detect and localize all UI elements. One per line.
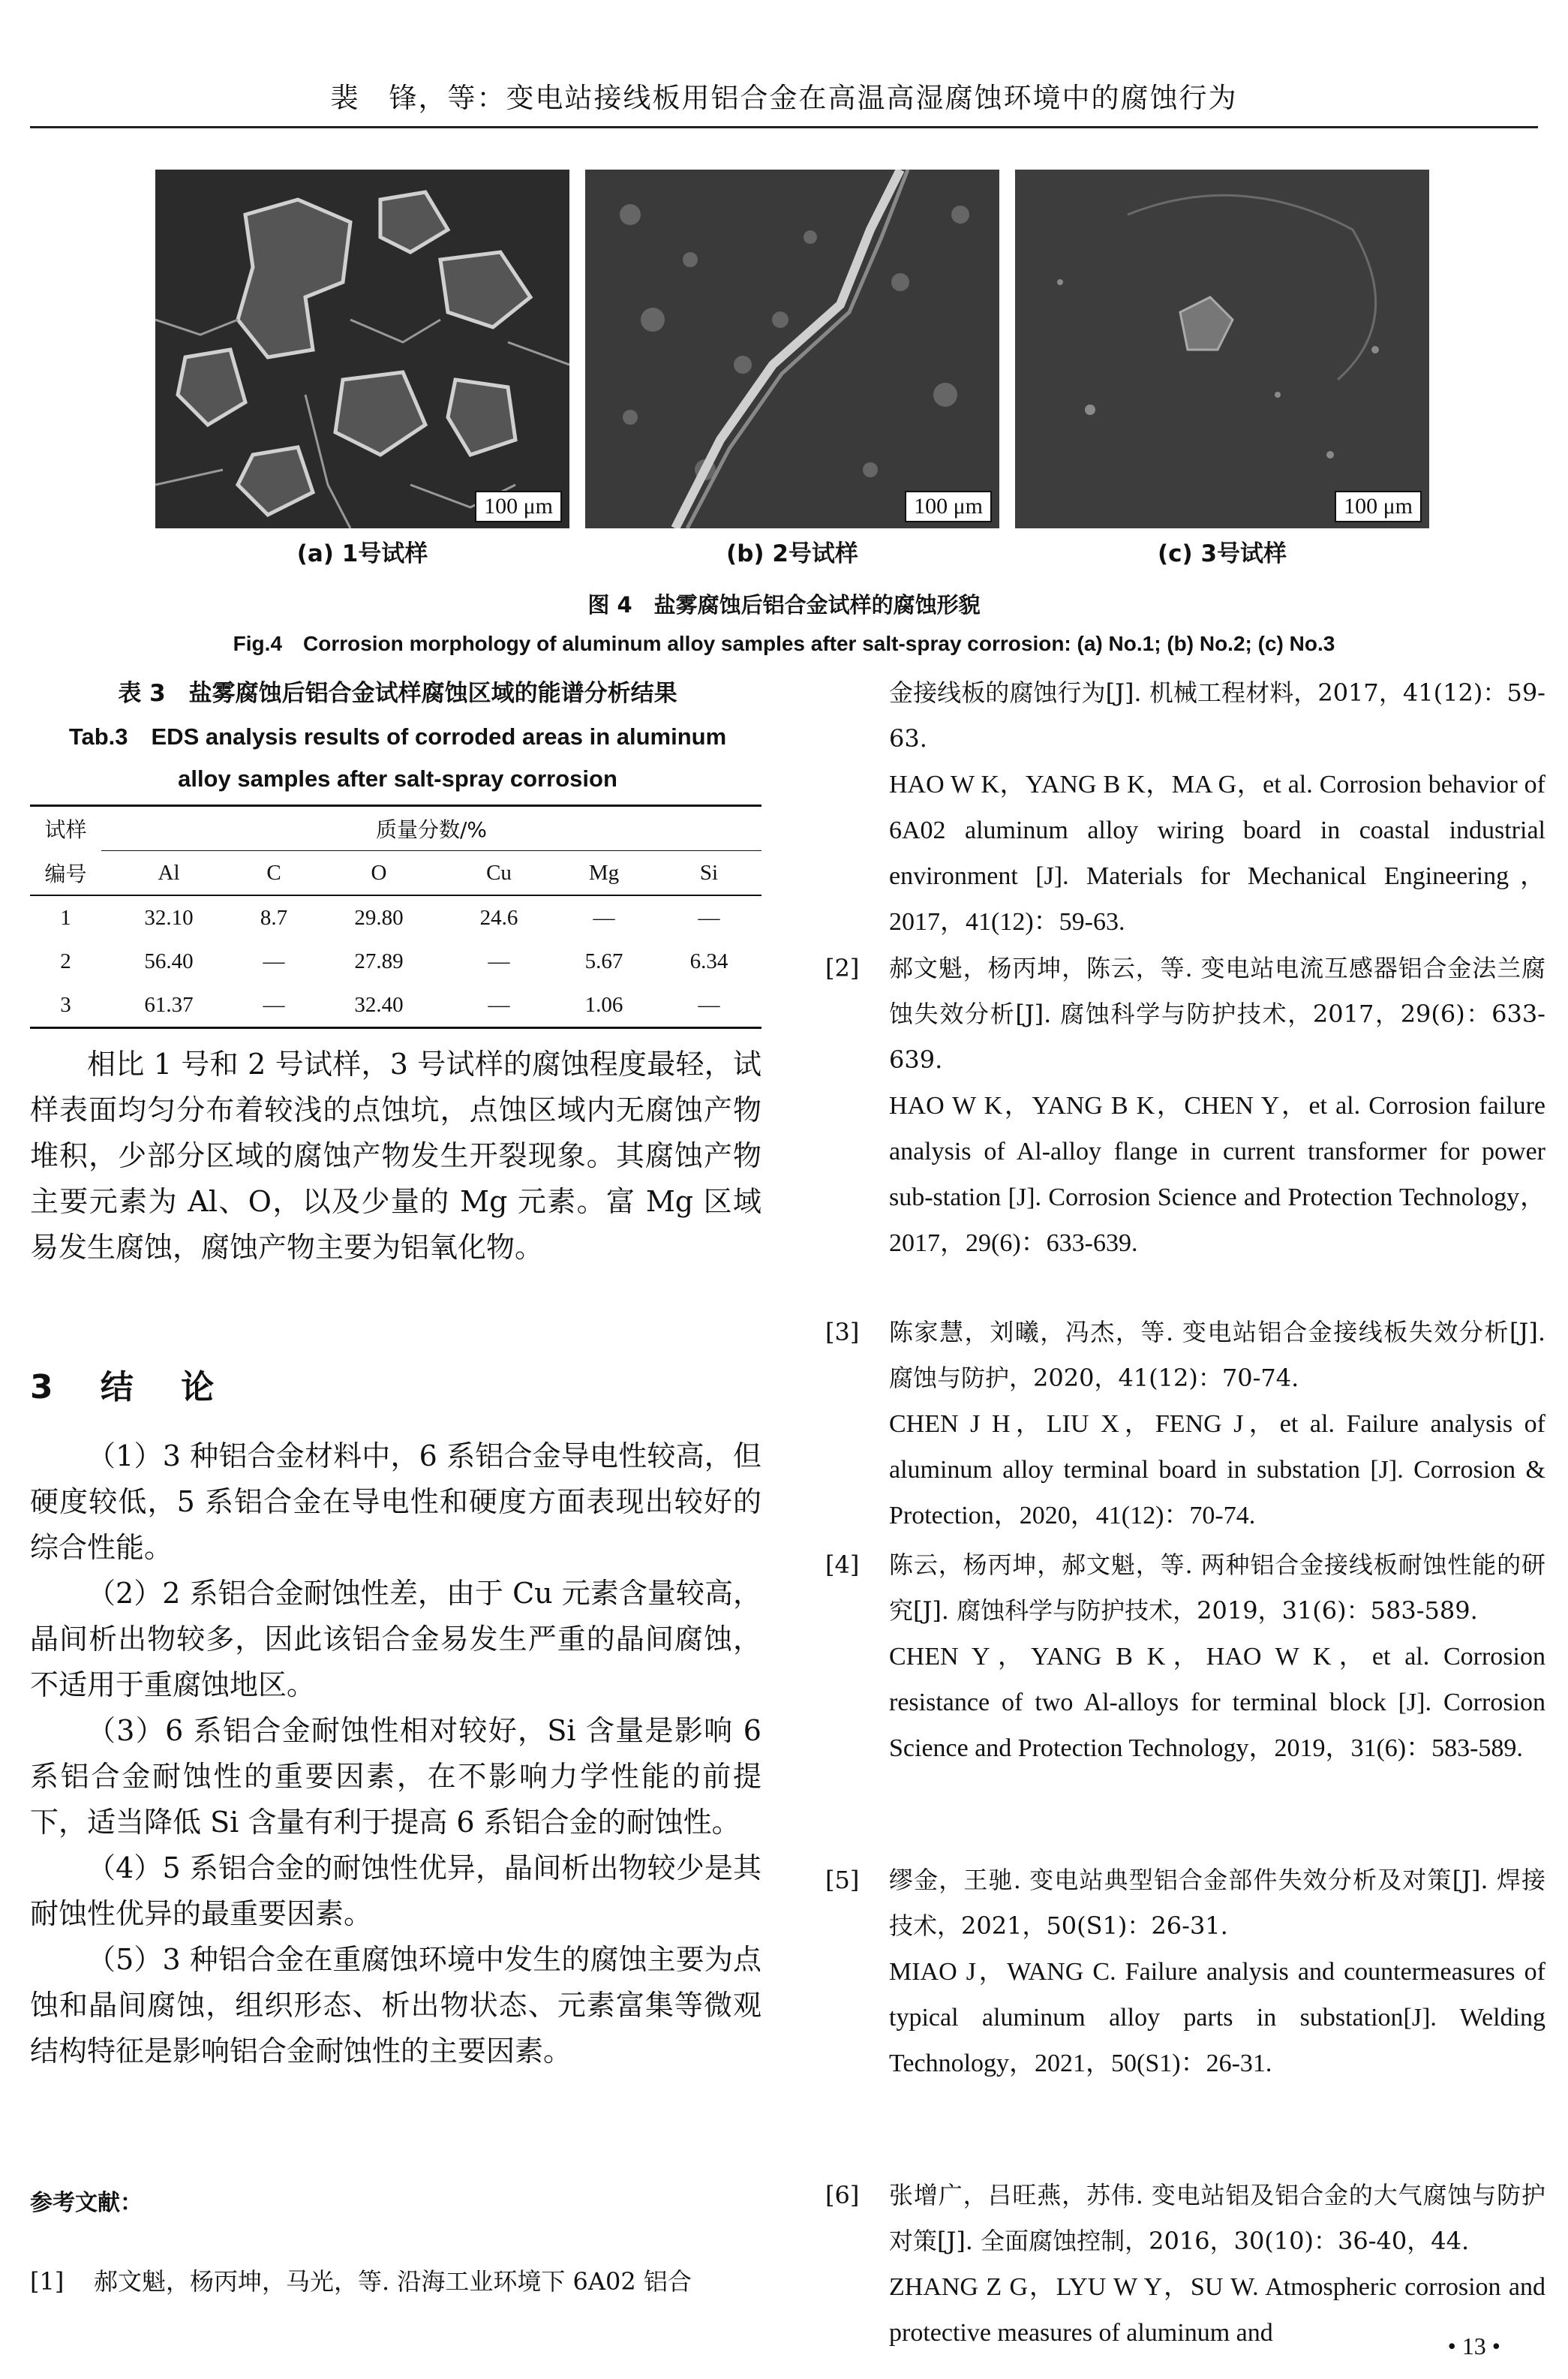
table-cell: 3 [30,983,101,1028]
table-cell: 61.37 [101,983,236,1028]
conclusion-item: （2）2 系铝合金耐蚀性差，由于 Cu 元素含量较高，晶间析出物较多，因此该铝合金易发生严重的晶间腐蚀，不适用于重腐蚀地区。 [30,1577,761,1701]
references-title: 参考文献： [30,2190,143,2216]
table-cell: 29.80 [354,905,404,930]
reference-number: [2] [825,954,860,982]
table-caption-en-line1: Tab.3 EDS analysis results of corroded areas in aluminum [68,723,727,750]
table-cell: 2 [60,949,71,973]
conclusion-item: （3）6 系铝合金耐蚀性相对较好，Si 含量是影响 6 系铝合金耐蚀性的重要因素，在不影响力学性能的前提下，适当降低 Si 含量有利于提高 6 系铝合金的耐蚀性。 [30,1714,761,1839]
reference-text-cn: 缪金，王驰. 变电站典型铝合金部件失效分析及对策[J]. 焊接技术，2021，50(S1)：26-31. [889,1866,1545,1940]
table-col-header: Cu [446,851,551,896]
table-cell: 8.7 [260,905,288,930]
table-cell: 1 [60,905,71,930]
table-cell: — [488,949,510,973]
conclusions-list [30,1433,761,2074]
paragraph-text: 相比 1 号和 2 号试样，3 号试样的腐蚀程度最轻，试样表面均匀分布着较浅的点蚀坑，点蚀区域内无腐蚀产物堆积，少部分区域的腐蚀产物发生开裂现象。其腐蚀产物主要元素为 Al、O，以及少量的 Mg 元素。富 Mg 区域易发生腐蚀，腐蚀产物主要为铝氧化物。 [30,1048,761,1264]
table-col-header: C [236,851,311,896]
table-head-group: 质量分数/% [101,806,761,851]
scale-bar-c: 100 μm [1335,491,1422,522]
reference-item [825,946,1545,1266]
conclusion-item: （1）3 种铝合金材料中，6 系铝合金导电性较高，但硬度较低，5 系铝合金在导电性和硬度方面表现出较好的综合性能。 [30,1439,761,1564]
table-cell: — [698,905,720,930]
table-cell: 56.40 [144,949,194,973]
table-cell: — [593,905,615,930]
reference-text-cn: 张增广，吕旺燕，苏伟. 变电站铝及铝合金的大气腐蚀与防护对策[J]. 全面腐蚀控制，2016，30(10)：36-40，44. [889,2181,1545,2255]
table-cell: 5.67 [584,949,623,973]
table-row [30,940,761,983]
reference-text-en: HAO W K，YANG B K，MA G，et al. Corrosion behavior of 6A02 aluminum alloy wiring board in coastal industrial environment [J]. Materials for Mechanical Engineering，2017，41(12)：59-63. [889,771,1545,936]
conclusion-item: （5）3 种铝合金在重腐蚀环境中发生的腐蚀主要为点蚀和晶间腐蚀，组织形态、析出物状态、元素富集等微观结构特征是影响铝合金耐蚀性的主要因素。 [30,1943,761,2068]
panel-caption-a: (a) 1号试样 [296,540,428,567]
header-rule [30,126,1538,128]
body-paragraph [30,1042,761,1271]
eds-table [30,805,761,1029]
table-caption-cn: 表 3 盐雾腐蚀后铝合金试样腐蚀区域的能谱分析结果 [118,680,677,707]
reference-text-en: CHEN Y，YANG B K，HAO W K，et al. Corrosion resistance of two Al-alloys for terminal block [J]. Corrosion Science and Protection Technology，2019，31(6)：583-589. [889,1643,1545,1762]
conclusion-item: （4）5 系铝合金的耐蚀性优异，晶间析出物较少是其耐蚀性优异的最重要因素。 [30,1851,761,1930]
reference-text-en: ZHANG Z G，LYU W Y，SU W. Atmospheric corrosion and protective measures of aluminum and [889,2273,1545,2347]
table-row [30,895,761,940]
reference-text-cn: 郝文魁，杨丙坤，陈云，等. 变电站电流互感器铝合金法兰腐蚀失效分析[J]. 腐蚀科学与防护技术，2017，29(6)：633-639. [889,954,1545,1074]
table-head-sample: 试样 [30,806,101,851]
table-col-header: O [311,851,446,896]
reference-text-cn: 陈家慧，刘曦，冯杰，等. 变电站铝合金接线板失效分析[J]. 腐蚀与防护，2020，41(12)：70-74. [889,1318,1545,1392]
reference-text-cn: 金接线板的腐蚀行为[J]. 机械工程材料，2017，41(12)：59-63. [889,678,1545,753]
reference-item [825,670,1545,945]
reference-text-cn: 陈云，杨丙坤，郝文魁，等. 两种铝合金接线板耐蚀性能的研究[J]. 腐蚀科学与防护技术，2019，31(6)：583-589. [889,1550,1545,1625]
scale-bar-a: 100 μm [475,491,562,522]
reference-item [825,1542,1545,1771]
figure-caption-en: Fig.4 Corrosion morphology of aluminum alloy samples after salt-spray corrosion: (a) No.1; (b) No.2; (c) No.3 [233,632,1335,655]
reference-text: 郝文魁，杨丙坤，马光，等. 沿海工业环境下 6A02 铝合 [94,2267,692,2296]
table-caption-en-line2: alloy samples after salt-spray corrosion [178,765,617,792]
figure-caption-cn: 图 4 盐雾腐蚀后铝合金试样的腐蚀形貌 [587,592,981,618]
table-cell: 6.34 [689,949,728,973]
scale-bar-b: 100 μm [905,491,992,522]
reference-item [825,1310,1545,1538]
table-cell: 32.10 [144,905,194,930]
table-cell: 1.06 [551,983,656,1028]
reference-number: [6] [825,2181,860,2209]
reference-item [825,2173,1545,2356]
reference-text-en: CHEN J H，LIU X，FENG J，et al. Failure analysis of aluminum alloy terminal board in substation [J]. Corrosion & Protection，2020，41(12)：70-74. [889,1410,1545,1529]
reference-number: [4] [825,1550,860,1579]
table-col-header: Mg [551,851,656,896]
running-header: 裴 锋，等：变电站接线板用铝合金在高温高湿腐蚀环境中的腐蚀行为 [330,82,1238,114]
table-cell: 24.6 [479,905,518,930]
section-heading: 3 结 论 [30,1368,233,1406]
reference-item [30,2259,761,2305]
table-col-header: Al [101,851,236,896]
micrograph-a [155,170,569,528]
reference-number: [1] [30,2267,65,2296]
table-cell: — [446,983,551,1028]
panel-caption-c: (c) 3号试样 [1157,540,1287,567]
table-caption-en [30,716,765,800]
table-cell: — [656,983,761,1028]
panel-caption-b: (b) 2号试样 [726,540,858,567]
reference-text-en: HAO W K，YANG B K，CHEN Y，et al. Corrosion failure analysis of Al-alloy flange in current transformer for power sub-station [J]. Corrosion Science and Protection Technology，2017，29(6)：633-639. [889,1092,1545,1257]
micrograph-b [585,170,999,528]
table-cell: — [236,983,311,1028]
table-cell: 32.40 [311,983,446,1028]
table-cell: — [263,949,285,973]
micrograph-c [1015,170,1429,528]
table-col-header: Si [656,851,761,896]
reference-item [825,1857,1545,2086]
reference-number: [5] [825,1866,860,1894]
reference-number: [3] [825,1318,860,1346]
table-row [30,983,761,1028]
table-head-number: 编号 [30,851,101,896]
table-cell: 27.89 [354,949,404,973]
page-number: • 13 • [1447,2332,1500,2359]
reference-text-en: MIAO J，WANG C. Failure analysis and countermeasures of typical aluminum alloy parts in substation[J]. Welding Technology，2021，50(S1)：26-31. [889,1958,1545,2077]
